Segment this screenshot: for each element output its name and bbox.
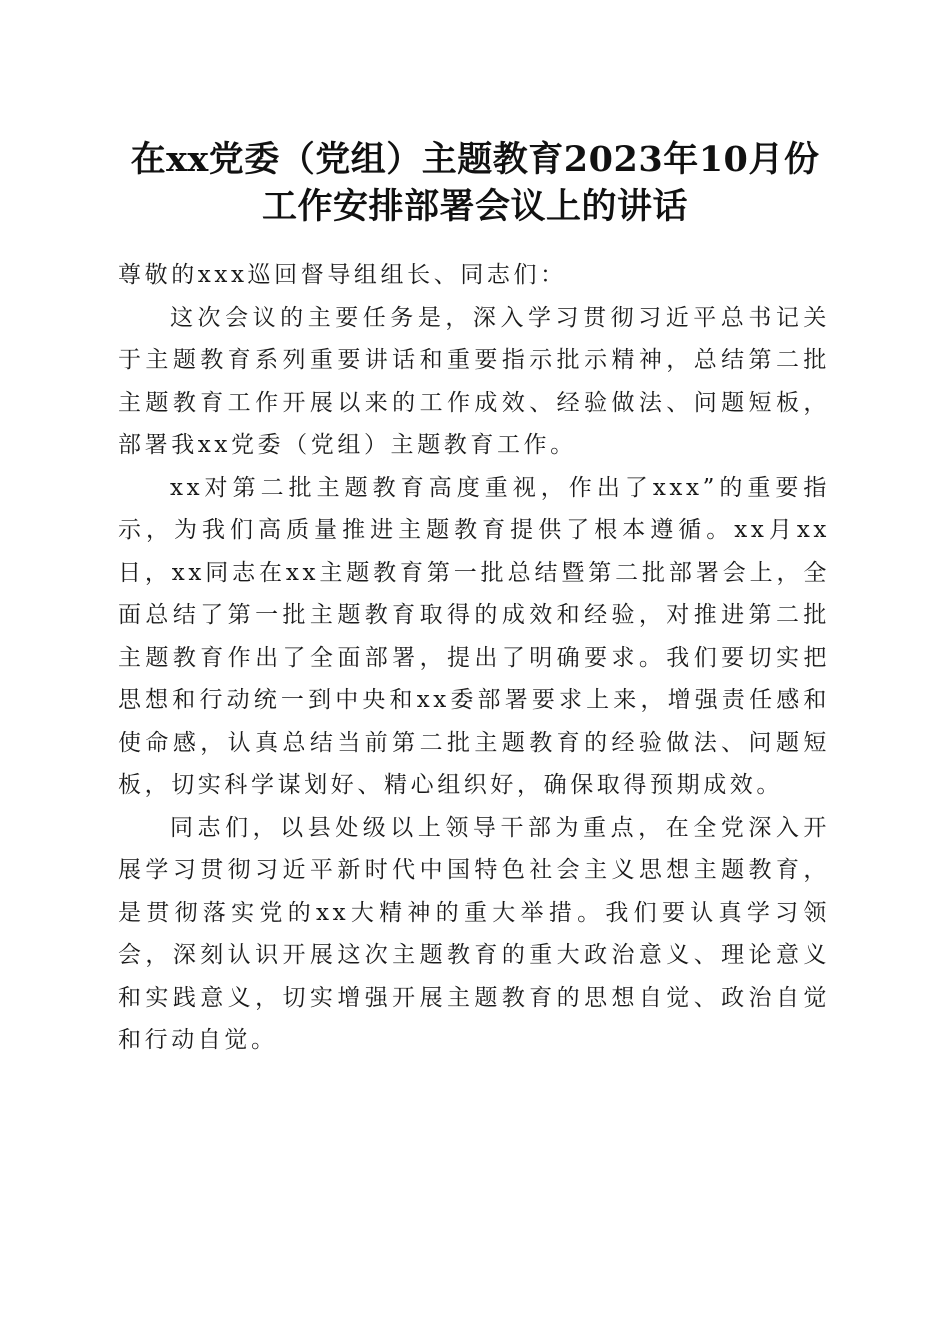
document-body [118, 254, 830, 1062]
salutation: 尊敬的xxx巡回督导组组长、同志们： [118, 262, 567, 288]
title-line-1: 在xx党委（党组）主题教育2023年10月份 [130, 139, 820, 180]
title-line-2: 工作安排部署会议上的讲话 [261, 186, 688, 227]
document-title [100, 136, 850, 230]
paragraph-1: 这次会议的主要任务是，深入学习贯彻习近平总书记关于主题教育系列重要讲话和重要指示批示精神，总结第二批主题教育工作开展以来的工作成效、经验做法、问题短板，部署我xx党委（党组）主题教育工作。 [118, 304, 830, 458]
paragraph-3: 同志们，以县处级以上领导干部为重点，在全党深入开展学习贯彻习近平新时代中国特色社会主义思想主题教育，是贯彻落实党的xx大精神的重大举措。我们要认真学习领会，深刻认识开展这次主题教育的重大政治意义、理论意义和实践意义，切实增强开展主题教育的思想自觉、政治自觉和行动自觉。 [118, 814, 830, 1053]
paragraph-2: xx对第二批主题教育高度重视，作出了xxx”的重要指示，为我们高质量推进主题教育提供了根本遵循。xx月xx日，xx同志在xx主题教育第一批总结暨第二批部署会上，全面总结了第一批主题教育取得的成效和经验，对推进第二批主题教育作出了全面部署，提出了明确要求。我们要切实把思想和行动统一到中央和xx委部署要求上来，增强责任感和使命感，认真总结当前第二批主题教育的经验做法、问题短板，切实科学谋划好、精心组织好，确保取得预期成效。 [118, 474, 830, 798]
